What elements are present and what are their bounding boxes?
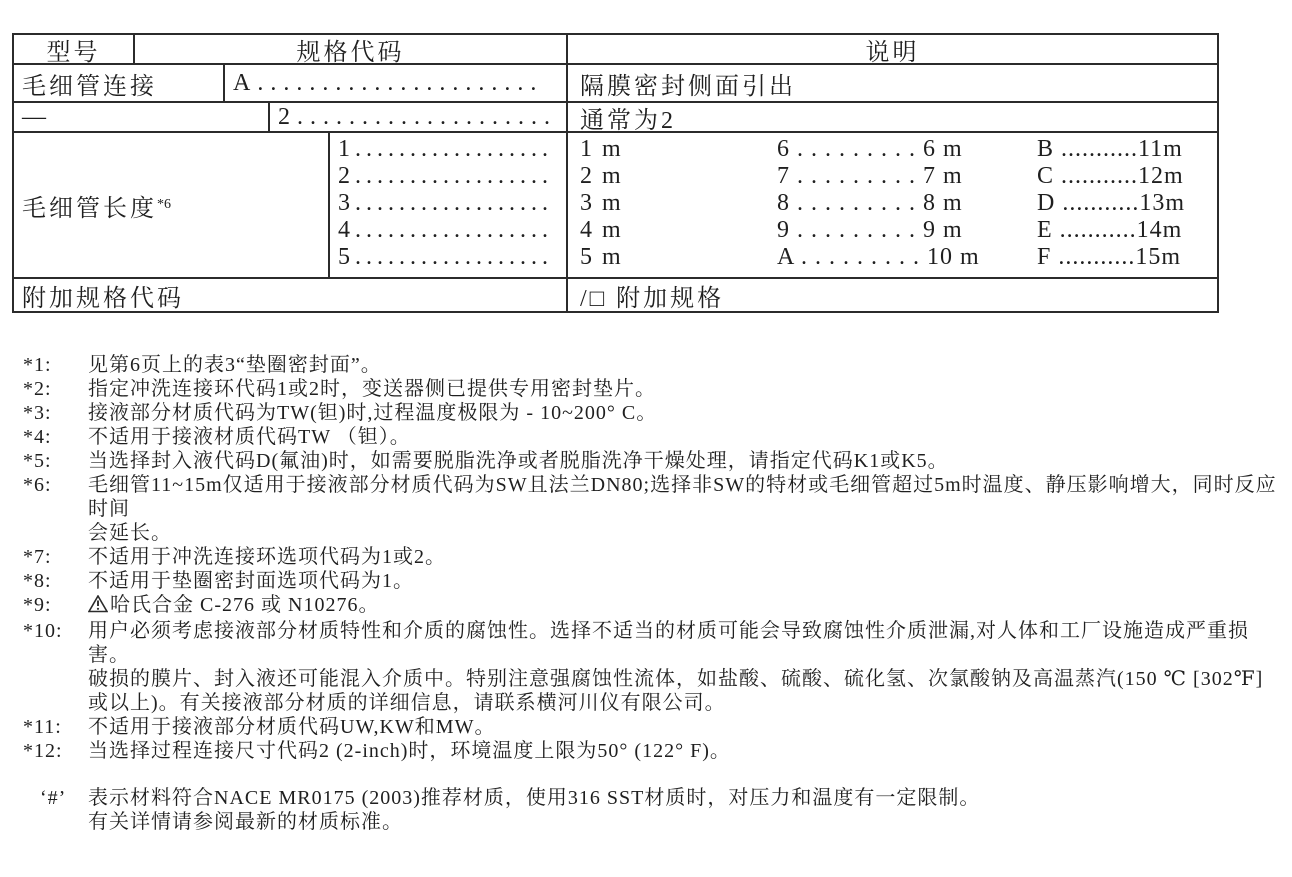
length-value: A . . . . . . . . . 10 m [777,244,980,270]
length-value: 6 . . . . . . . . . 6 m [777,136,963,162]
length-value: 9 . . . . . . . . . 9 m [777,217,963,243]
length-option-row [580,217,1217,244]
code-option: 5.................. [338,244,553,270]
description-cell: 通常为2 [580,107,676,131]
description-cell: /□ 附加规格 [580,285,725,311]
length-value: F ...........15m [1037,244,1182,270]
footnote-text [88,739,1285,763]
footnote-text [88,619,1285,715]
footnote-text [88,715,1285,739]
length-option-row [580,136,1217,163]
row-additional-spec [14,279,1217,311]
footnote-text [88,786,1285,834]
description-cell [568,133,1217,277]
warning-triangle-icon [88,595,108,619]
footnote-label: *12: [23,740,63,762]
footnote-10 [23,619,1285,715]
footnote-line: 见第6页上的表3“垫圈密封面”。 [88,354,382,376]
code-leader: 2.................... [278,103,557,130]
length-value: 3 m [580,190,623,216]
footnote-label: *9: [23,594,52,616]
table-header-row [14,35,1217,65]
footnote-line: 当选择封入液代码D(氟油)时，如需要脱脂洗净或者脱脂洗净干燥处理，请指定代码K1或K5。 [88,450,949,472]
length-value: 4 m [580,217,623,243]
footnote-text [88,473,1285,545]
footnote-line [88,593,1285,619]
footnote-text [88,545,1285,569]
footnote-line: 表示材料符合NACE MR0175 (2003)推荐材质，使用316 SST材质时，对压力和温度有一定限制。 [88,787,981,809]
footnote-text [88,569,1285,593]
footnote-9 [23,593,1285,619]
nace-material-note [23,786,1285,834]
length-value: 7 . . . . . . . . . 7 m [777,163,963,189]
footnote-label: *3: [23,402,52,424]
footnote-5 [23,449,1285,473]
row-dash [14,103,1217,133]
footnote-label: *11: [23,716,62,738]
row-capillary-connection [14,65,1217,103]
footnote-line: 不适用于接液部分材质代码UW,KW和MW。 [88,716,496,738]
row-capillary-length [14,133,1217,279]
length-value: 1 m [580,136,623,162]
footnote-line: 不适用于冲洗连接环选项代码为1或2。 [88,546,446,568]
footnote-label: *1: [23,354,52,376]
footnote-line: 不适用于垫圈密封面选项代码为1。 [88,570,414,592]
length-value: 8 . . . . . . . . . 8 m [777,190,963,216]
model-cell [14,133,330,277]
footnote-3 [23,401,1285,425]
length-option-row [580,190,1217,217]
footnote-label: *2: [23,378,52,400]
description-cell: 隔膜密封侧面引出 [580,73,796,100]
footnote-line: 接液部分材质代码为TW(钽)时,过程温度极限为 - 10~200° C。 [88,402,658,424]
footnote-line: 毛细管11~15m仅适用于接液部分材质代码为SW且法兰DN80;选择非SW的特材或毛细管超过5m时温度、静压影响增大，同时反应时间 [88,474,1277,520]
model-cell: — [14,103,270,131]
model-cell: 附加规格代码 [14,279,568,311]
footnote-line: 不适用于接液材质代码TW （钽）。 [88,426,411,448]
footnote-6 [23,473,1285,545]
length-option-row [580,244,1217,271]
footnote-line: 当选择过程连接尺寸代码2 (2-inch)时，环境温度上限为50° (122° F)。 [88,740,731,762]
header-model-cell: 型号 [14,35,135,63]
length-value: 5 m [580,244,623,270]
footnote-line: 会延长。 [88,522,172,544]
footnote-label: *8: [23,570,52,592]
footnote-line: 破损的膜片、封入液还可能混入介质中。特别注意强腐蚀性流体，如盐酸、硫酸、硫化氢、次氯酸钠及高温蒸汽(150 ℃ [302℉] [88,668,1264,690]
model-cell: 毛细管连接 [14,65,225,101]
footnote-11 [23,715,1285,739]
length-value: C ...........12m [1037,163,1184,189]
footnote-text [88,377,1285,401]
code-option: 2.................. [338,163,553,189]
footnote-4 [23,425,1285,449]
footnote-8 [23,569,1285,593]
spec-table [12,33,1219,313]
footnote-label: ‘#’ [40,787,67,809]
model-label: 毛细管长度 [22,195,157,222]
footnote-label: *6: [23,474,52,496]
footnote-12 [23,739,1285,763]
code-option: 3.................. [338,190,553,216]
footnote-label: *4: [23,426,52,448]
footnotes-section [23,353,1285,834]
footnote-line-text: 哈氏合金 C-276 或 N10276。 [110,594,380,616]
footnote-line: 有关详情请参阅最新的材质标准。 [88,811,403,833]
code-cell [330,133,568,277]
header-description-cell: 说明 [865,39,920,63]
footnote-marker: *6 [157,197,171,212]
footnote-text [88,353,1285,377]
code-cell [270,103,568,131]
footnote-text [88,401,1285,425]
footnote-label: *5: [23,450,52,472]
code-leader: A...................... [233,69,544,96]
footnote-2 [23,377,1285,401]
header-code-cell: 规格代码 [135,35,568,63]
footnote-line: 指定冲洗连接环代码1或2时，变送器侧已提供专用密封垫片。 [88,378,656,400]
code-cell [225,65,568,101]
footnote-label: *7: [23,546,52,568]
footnote-1 [23,353,1285,377]
length-value: 2 m [580,163,623,189]
length-value: D ...........13m [1037,190,1185,216]
footnote-line: 用户必须考虑接液部分材质特性和介质的腐蚀性。选择不适当的材质可能会导致腐蚀性介质泄漏,对人体和工厂设施造成严重损害。 [88,620,1249,666]
length-value: B ...........11m [1037,136,1183,162]
length-option-row [580,163,1217,190]
footnote-text [88,425,1285,449]
footnote-text [88,593,1285,619]
code-option: 1.................. [338,136,553,162]
footnote-7 [23,545,1285,569]
length-value: E ...........14m [1037,217,1183,243]
code-option: 4.................. [338,217,553,243]
footnote-text [88,449,1285,473]
footnote-line: 或以上)。有关接液部分材质的详细信息，请联系横河川仪有限公司。 [88,692,726,714]
footnote-label: *10: [23,620,63,642]
